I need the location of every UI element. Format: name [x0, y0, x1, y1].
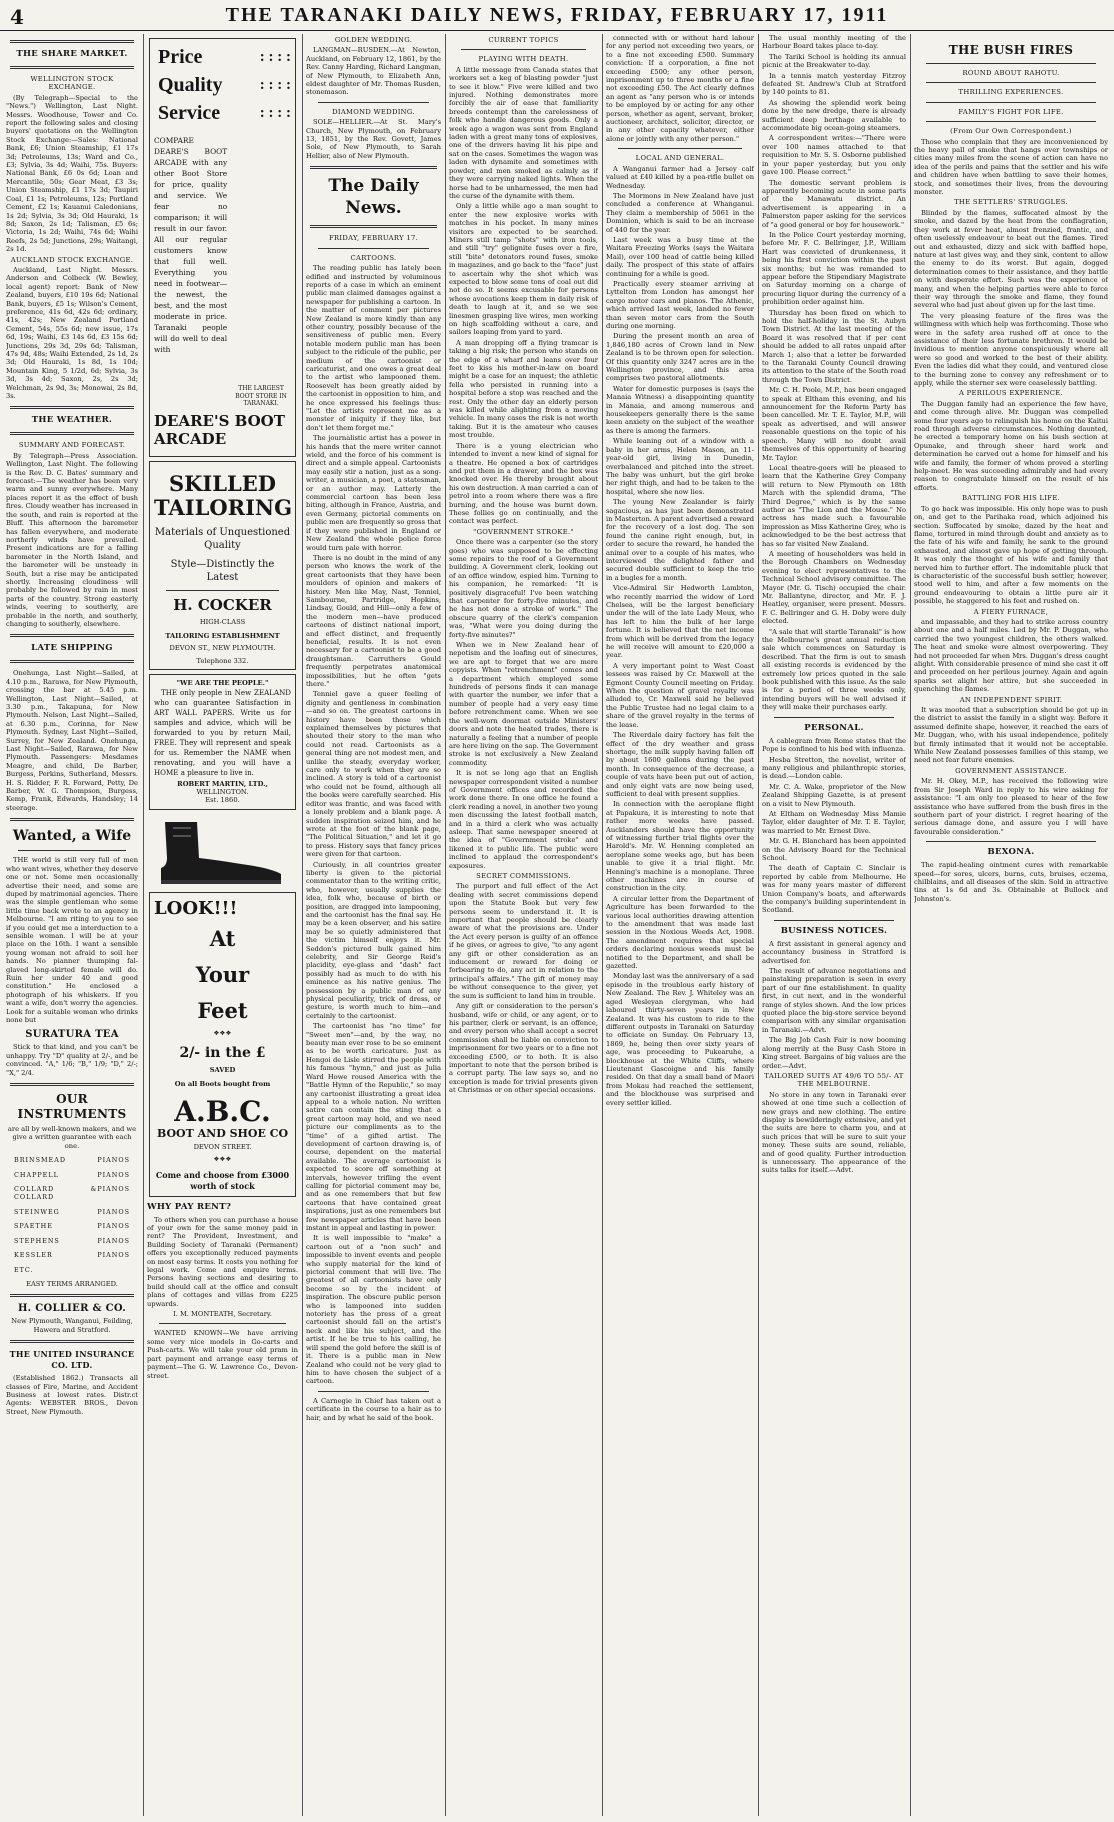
news-paragraph: The Mormons in New Zealand have just concluded a conference at Whanganui. They claim a membership of 5061 in the Dominion, which is said to be an increase of 440 for the year.: [606, 191, 754, 234]
bush-fires-paragraph: To go back was impossible. His only hope was to push on, and get to the Parihaka road, which adjoined his section. Suffocated by smoke, dazed by the heat and flame, tortured in mind through doubt and anxiety as to the fate of his wife and family, he sank to the ground exhausted, and almost gave up hope of getting through. It was only the thought of his wife and family that nerved him to further effort. The indomitable pluck that is characteristic of the successful bush settler, however, stood well to him, and after a few moments on the ground endeavouring to obtain a little pure air it possible, he staggered to his feet and rushed on.: [914, 504, 1108, 606]
column-bush-fires: [914, 34, 1108, 1816]
piano-maker: BRINSMEAD: [14, 1156, 66, 1165]
divider: [926, 82, 1096, 83]
topics-paragraph: A little message from Canada states that workers set a keg of blasting powder "just to see it blow." Five were killed and two injured. Nothing demonstrates more forcibly the air of ease that familiarity breeds contempt than the carelessness of folk who handle dangerous goods. Only a week ago a wagon was sent from England laden with a great many tons of explosives, one of the drivers having lit his pipe and sat on the cases. Sometimes the wagon was laden with dynamite and sometimes with powder, and men smoked as calmly as if they were carrying naked lights. When the horse had to be unharnessed, the men had the curse of the dynamite with them.: [449, 65, 598, 200]
rent-heading: WHY PAY RENT?: [147, 1201, 232, 1212]
wellington-exchange-report: (By Telegraph—Special to the "News.") Wellington, Last Night. Messrs. Woodhouse, Tower and Co. report the following sales and closing buyers' quotations on the Wellington Stock Exchange:—Sales: National Bank, £6; Union Steamship, £1 17s 3d; Petroleums, 13s; Ward and Co., £3; Sylvia, 3s 4d; Waihi, 75s. Buyers: National Bank, £6 0s 6d; Loan and Mercantile, 50s; Gear Meat, £3 3s; Union Steamship, £1 17s 3d; Taupiri Coal, £1 1s; Petroleums, 12s; Portland Cement, £2 1s; Kauanui Caledonians, 1s 2d; Sylvia, 3s 3d; Old Hauraki, 1s 8d; Saxon, 2s 1d; Talisman, £5 6s; Victoria, 1s 2d; Waihi, 74s 6d; Waihi Reefs, 2s 5d; Junctions, 29s; Waitangi, 2s 1d.: [6, 93, 138, 254]
cocker-tailoring-ad: [149, 461, 296, 671]
bush-fires-paragraph: Blinded by the flames, suffocated almost by the smoke, and dazed by the heat from the conflagration, they work at fever heat, almost frenzied, frantic, and often uselessly endeavour to beat out the flames. Tired out and exhausted, dizzy and sick with baffled hope, nature at last gives way, and they sink, content to allow the enemy to do its worst. But again, dogged determination comes to their assistance, and they battle on with desperate effort. Such was the experience of many, and when the helping parties were able to force their way through the smoke and flame, they found several who had just about given up for the last time.: [914, 208, 1108, 310]
deare-name: DEARE'S BOOT ARCADE: [154, 411, 285, 448]
news-paragraph: The Riverdale dairy factory has felt the effect of the dry weather and grass shortage, the milk supply having fallen off by about 1600 gallons during the past month. In consequence of the decrease, a couple of vats have been put out of action, and only eight vats are now being used, sufficient to deal with present supplies.: [606, 731, 754, 798]
personal-heading: PERSONAL.: [804, 722, 864, 733]
cartoons-heading: CARTOONS.: [350, 253, 397, 262]
wanted-wife-heading: Wanted, a Wife: [12, 828, 132, 845]
saved-text: On all Boots bought from: [174, 1079, 271, 1088]
divider: [10, 660, 134, 663]
bush-fires-paragraph: The Duggan family had an experience the few have, and come through alive. Mr. Duggan was compelled some four years ago to relinquish his home on the Kaitui road through adverse circumstances. Nothing daunted, he erected a temporary home on his bush section at Opunake, and through sheer hard work and determination he carved out a home for himself and his wife and family, the former of whom proved a sterling help-meet. He was succeeding admirably and had every reason to congratulate himself on the result of his efforts.: [914, 399, 1108, 492]
page-number: 4: [10, 5, 24, 29]
at-word: At: [209, 926, 236, 952]
news-paragraph: The Tariki School is holding its annual picnic at the Breakwater to-day.: [762, 52, 906, 70]
divider: [10, 406, 134, 409]
news-paragraph: As showing the splendid work being done by the new dredge, there is already sufficient deep berthage available to accommodate big ocean-going steamers.: [762, 98, 906, 133]
news-paragraph: A first assistant in general agency and accountancy business in Stratford is advertised for.: [762, 939, 906, 965]
news-paragraph: A circular letter from the Department of Agriculture has been forwarded to the various local authorities drawing attention to the amendment that was made last session in the Noxious Weeds Act, 1908. The amendment requires that special orders declaring noxious weeds must be notified to the Department, and shall be gazetted.: [606, 894, 754, 971]
piano-kind: PIANOS: [97, 1156, 130, 1165]
cocker-name: H. COCKER: [173, 595, 272, 614]
golden-wedding-heading: GOLDEN WEDDING.: [334, 36, 413, 44]
easy-terms: EASY TERMS ARRANGED.: [26, 1279, 118, 1288]
column-share-market: [6, 34, 138, 1816]
robert-martin-ad: [149, 674, 296, 810]
piano-row: [14, 1185, 130, 1202]
abc-company: BOOT AND SHOE CO: [156, 1127, 289, 1141]
people-heading: "WE ARE THE PEOPLE.": [176, 679, 269, 688]
news-paragraph: While leaning out of a window with a baby in her arms, Helen Mason, an 11-year-old girl, living in Dunedin, overbalanced and pitched into the street. The baby was unhurt, but the girl broke her right thigh, and had to be taken to the hospital, where she now lies.: [606, 437, 754, 496]
news-paragraph: A Wanganui farmer had a Jersey calf valued at £40 killed by a pea-rifle bullet on Wednesday.: [606, 164, 754, 190]
news-paragraph: In a tennis match yesterday Fitzroy defeated St. Andrew's Club at Stratford by 140 points to 81.: [762, 71, 906, 97]
bush-fires-subheading: THRILLING EXPERIENCES.: [958, 88, 1064, 97]
editorial-paragraph: The journalistic artist has a power in his hands that the mere writer cannot wield, and the force of his comment is direct and a simple appeal. Cartoonists may easily stir a nation, just as a song-writer, a musician, a poet, a statesman, or an author may. Latterly the commercial cartoon has been less biting, although in France, Austria, and even Germany, pictorial comments on public men are frequently so gross that if they were published in England or New Zealand the whole police force would turn pale with horror.: [306, 434, 441, 552]
bush-fires-subheading: ROUND ABOUT RAHOTU.: [962, 69, 1060, 77]
news-paragraph: Mr. G. H. Blanchard has been appointed on the Advisory Board for the Technical School.: [762, 837, 906, 862]
news-paragraph: connected with or without hard labour for any period not exceeding two years, or to a fine not exceeding £500. Summary conviction: If a corporation, a fine not exceeding £500; any other person, imprisonment up to three months or a fine not exceeding £50. The Act clearly defines an agent as "any person who is or intends to be employed by or acting for any other person, whether as agent, servant, broker, auctioneer, architect, solicitor, director, or in any other capacity whatever, either alone or jointly with any other person.": [606, 34, 754, 143]
boot-icon: [153, 814, 289, 886]
news-paragraph: At Eltham on Wednesday Miss Mamie Taylor, elder daughter of Mr. T. E. Taylor, was married to Mr. Ernest Dive.: [762, 809, 906, 835]
news-paragraph: Water for domestic purposes is (says the Manaia Witness) a disappointing quantity in Manaia, and among numerous and housekeepers generally there is the same keen anxiety on the subject of the weather as there is among the farmers.: [606, 384, 754, 435]
column-local-general: [606, 34, 754, 1816]
newspaper-title: THE TARANAKI DAILY NEWS, FRIDAY, FEBRUARY 17, 1911: [225, 4, 889, 26]
bexona-text: The rapid-healing ointment cures with remarkable speed—for sores, ulcers, burns, cuts, bruises, eczema, chilblains, and all diseases of the skin. Sold in attractive tins at 1s 6d and 3s. Obtainable at Bullock and Johnston's.: [914, 861, 1108, 903]
rent-text: To others when you can purchase a house of your own for the same money paid in rent? The Provident, Investment, and Building Society of Taranaki (Permanent) offers you exceptionally reduced payments on most easy terms. It costs you nothing for legal work. Come and enquire terms. Persons having sections and desiring to build should call at the office and consult plans of cottages and villas from £225 upwards.: [147, 1215, 298, 1308]
battling-heading: BATTLING FOR HIS LIFE.: [961, 494, 1061, 503]
piano-maker: STEINWEG: [14, 1207, 60, 1216]
news-paragraph: "A sale that will startle Taranaki" is how the Melbourne's great annual reduction sale which commences on Saturday is described. That the firm is out to smash all existing records is evidenced by the extremely low prices quoted in the sale book published with this issue. As the sale is for a period of three weeks only, intending buyers will be well advised if they will make their purchases early.: [762, 627, 906, 712]
ornament: ❖❖❖: [213, 1029, 232, 1038]
masthead: [0, 0, 1114, 31]
wanted-wife-text: THE world is still very full of men who want wives, whether they deserve one or not. Some men occasionally advertise their need, and some are duped by matrimonial agencies. There was the simple gentleman who some little time back wrote to an agency in Melbourne. "I am riting to you to see if you could get me a interduction to a sensible woman. I will be at your place on the 16th. I want a sensible young woman not afraid to soil her hands. No pianner thumping fal-glaved long-skirted female will do. Ruin her under 40 and good constitution." He enclosed a photograph of his whiskers. If you want a wife, don't worry the agencies. Look for a suitable woman who drinks none but: [6, 856, 138, 1024]
bush-fires-subheading: FAMILY'S FIGHT FOR LIFE.: [958, 107, 1064, 116]
piano-maker: SPAETHE: [14, 1222, 53, 1231]
bush-fires-paragraph: It was mooted that a subscription should be got up in the district to assist the family in a slight way. Before it assumed definite shape, however, it reached the ears of Mr. Duggan, who, with his usual independence, politely but firmly intimated that it would not be acceptable. While New Zealand possesses families of this stamp, we need not fear future enemies.: [914, 706, 1108, 765]
column-personal: [762, 34, 906, 1816]
editorial-paragraph: Tenniel gave a queer feeling of dignity and gentleness in combination—and so on. The greatest cartoons in history have been those which explained themselves by pictures that shouted their story to the man who could not read. Cartoonists as a general thing are not modest men, and unlike the steady, everyday worker, care only to work when they are so inclined. A story is told of a cartoonist who could not be found, although all the books were carefully searched. His editor was frantic, and was faced with a lonely problem and a blank page. A sudden inspiration seized him, and he wrote at the foot of the blank page, "The Political Situation," and let it go to press. History says that fancy prices were given for that cartoon.: [306, 690, 441, 859]
news-paragraph: Vice-Admiral Sir Hedworth Lambton, who recently married the widow of Lord Chelsea, will be the largest beneficiary under the will of the late Lady Meux, who has left to him the bulk of her large fortune. It is believed that the net income from which will be derived from the legacy he will receive will amount to £20,000 a year.: [606, 584, 754, 660]
monteath-signature: I. M. MONTEATH, Secretary.: [173, 1310, 272, 1319]
your-word: Your: [195, 962, 250, 988]
editorial-paragraph: The cartoonist has "no time" for "Sweet men"—and, by the way, no beauty man ever rose to be so eminent as to be worth caricature. Just as Hengoi de Lisle stirred the people with his famous "hymn," and just as Julia Ward Howe roused America with the "Battle Hymn of the Republic," so may any cartoonist illustrating a great idea appeal to a whole nation. No written satire can contain the sting that a great cartoon may hold, and we need picture our compliments as to the "time" of a gifted artist. The development of cartoon drawing is, of course, dependent on the material available. The average cartoonist is expected to score off something at intervals, however trifling the event calling for pictorial comment may be, and as one remembers that but few cartoons that have contained great inspirations, just as one remembers but few newspaper articles that have been instant in appeal and lasting in power.: [306, 1022, 441, 1232]
news-paragraph: Mr. C. A. Wake, proprietor of the New Zealand Shipping Gazette, is at present on a visit to New Plymouth.: [762, 782, 906, 808]
divider: [10, 1340, 134, 1343]
news-paragraph: The domestic servant problem is apparently becoming acute in some parts of the Manawatu district. An advertisement is appearing in a Palmerston paper asking for the services of "a good general or boy for housework.": [762, 178, 906, 229]
piano-row: [14, 1266, 130, 1274]
column-rule: [445, 34, 446, 1816]
assistance-heading: GOVERNMENT ASSISTANCE.: [955, 766, 1067, 775]
piano-row: [14, 1171, 130, 1179]
divider: [618, 148, 742, 149]
divider: [166, 590, 279, 591]
editorial-footnote: A Carnegie in Chief has taken out a certificate in the course to a hair as to hair, and by what he said of the book.: [306, 1396, 441, 1422]
service-word: Service: [158, 102, 221, 124]
abc-name: A.B.C.: [174, 1095, 271, 1129]
suratura-tea-heading: SURATURA TEA: [25, 1029, 119, 1041]
editorial-paragraph: It is well impossible to "make" a cartoon out of a "non such" and impossible to invent events and people who supply material for the kind of pictorial comment that will live. The greatest of all cartoonists have only become so by the incident of inspiration. The obscure public person who is lampooned into sudden notoriety has the press of a great cartoonist should fall on the artist's neck and like his subject, and the artist. If he be true to his calling, he will spend the gold before the skill is of it. There is a public man in New Zealand who could not be very glad to him to have chosen the subject of a cartoon.: [306, 1234, 441, 1386]
news-paragraph: No store in any town in Taranaki ever showed at one time such a collection of new grays and new clothing. The entire display is bewilderingly extensive, and yet the suits are here to charm you, and at such prices that will be sure to suit your money. These suits are sound, reliable, and of good quality. Further introduction is unnecessary. The appearance of the suits talks for itself.—Advt.: [762, 1090, 906, 1175]
divider: [926, 63, 1096, 64]
piano-row: [14, 1208, 130, 1216]
column-rule: [602, 34, 603, 1816]
divider: [10, 1294, 134, 1297]
divider: [310, 225, 437, 228]
cocker-establishment: TAILORING ESTABLISHMENT: [165, 631, 280, 640]
piano-kind: PIANOS: [97, 1251, 130, 1260]
cocker-telephone: Telephone 332.: [196, 656, 249, 665]
auckland-exchange-heading: AUCKLAND STOCK EXCHANGE.: [10, 255, 134, 264]
abc-boot-ad: [149, 892, 296, 1196]
cocker-subtitle: HIGH-CLASS: [199, 617, 246, 626]
editorial-date: FRIDAY, FEBRUARY 17.: [328, 234, 419, 243]
piano-maker: STEPHENS: [14, 1236, 60, 1245]
divider: [318, 102, 429, 103]
divider: [18, 850, 126, 851]
government-stroke-heading: "GOVERNMENT STROKE.": [473, 527, 574, 536]
divider: [318, 248, 429, 249]
deare-ad-text: COMPARE DEARE'S BOOT ARCADE with any other Boot Store for price, quality and service. We fear no comparison; it will result in our favor. All our regular customers know that full well. Everything you need in footwear—the newest, the best, and the most moderate in price. Taranaki people will do well to deal with: [154, 136, 228, 354]
divider: [926, 121, 1096, 122]
divider: [10, 634, 134, 637]
news-paragraph: Thursday has been fixed on which to hold the half-holiday in the St. Aubyn Town District. At the last meeting of the Board it was resolved that if per cent should be added to all rates unpaid after March 1; also that a letter be forwarded to the Taranaki County Council drawing its attention to the state of the South road through the Town District.: [762, 308, 906, 384]
feet-word: Feet: [197, 998, 248, 1024]
news-paragraph: A very important point to West Coast lessees was raised by Cr. Maxwell at the Egmont County Council meeting on Friday. When the question of gravel royalty was alluded to, Cr. Maxwell said he believed the Public Trustee had no legal claim to a share of the gravel royalty in the terms of the lease.: [606, 661, 754, 729]
bexona-heading: BEXONA.: [987, 847, 1035, 858]
news-paragraph: The usual monthly meeting of the Harbour Board takes place to-day.: [762, 34, 906, 51]
column-rule: [143, 34, 144, 1816]
news-paragraph: Local theatre-goers will be pleased to learn that the Katherine Grey Company will return to New Plymouth on 18th March with the splendid drama, "The Third Degree," which is by the same author as "The Lion and the Mouse." No actress has made such a favourable impression as Miss Katherine Grey, who is acknowledged to be the best actress that has so far visited New Zealand.: [762, 463, 906, 548]
abc-stock-text: Come and choose from £3000 worth of stock: [155, 1169, 290, 1191]
news-paragraph: In the Police Court yesterday morning, before Mr. F. C. Bellringer, J.P., William Hart was convicted of drunkenness, it being his first conviction within the past six months; but he was remanded to appear before the Stipendiary Magistrate on Saturday morning on a charge of procuring liquor during the currency of a prohibition order against him.: [762, 230, 906, 307]
piano-row: [14, 1222, 130, 1230]
divider: [926, 841, 1096, 842]
martin-address: WELLINGTON.: [196, 787, 249, 796]
news-paragraph: The result of advance negotiations and painstaking preparation is seen in every part of our fine establishment. In quality first, in cut next, and in the wonderful range of styles shown. And the low prices quoted place the big-store service beyond comparison with any similar organisation in Taranaki.—Advt.: [762, 967, 906, 1034]
news-paragraph: Practically every steamer arriving at Lyttelton from London has amongst her cargo motor cars and pianos. The Athenic, which arrived last week, landed no fewer than seven motor cars from the South during one morning.: [606, 279, 754, 330]
price-colons: : : : :: [259, 49, 291, 65]
deare-boot-arcade-ad: [149, 38, 296, 457]
wellington-exchange-heading: WELLINGTON STOCK EXCHANGE.: [30, 75, 114, 92]
business-notices-heading: BUSINESS NOTICES.: [780, 925, 888, 936]
people-text: THE only people in New ZEALAND who can guarantee Satisfaction in ART WALL PAPERS. Write us for samples and advice, which will be forwarded to you by return Mail, FREE. They will represent and speak for us. Remember the NAME when renovating, and you will have a HOME a pleasure to live in.: [154, 687, 291, 777]
divider: [926, 102, 1096, 103]
bush-fires-paragraph: and impassable, and they had to strike across country about one and a half miles. Led by Mr. P. Duggan, who carried the two youngest children, the others walked. The heat and smoke were almost overpowering. They had not proceeded far when Mrs. Duggan's dress caught alight. With considerable presence of mind she cast it off and proceeded on her perilous journey. Again and again sparks set alight her attire, but she succeeded in quenching the flames.: [914, 617, 1108, 694]
divider: [461, 49, 586, 50]
bush-fires-heading: THE BUSH FIRES: [948, 43, 1074, 57]
forecast-heading: SUMMARY AND FORECAST.: [18, 441, 126, 450]
divider: [10, 818, 134, 821]
saved-price: 2/- in the £: [179, 1044, 266, 1061]
skilled-tailoring-heading: SKILLED TAILORING: [154, 470, 293, 520]
column-rule: [758, 34, 759, 1816]
instruments-text: are all by well-known makers, and we give a written guarantee with each one.: [7, 1125, 137, 1150]
divider: [318, 1391, 429, 1392]
news-paragraph: A meeting of householders was held in the Borough Chambers on Wednesday evening to elect representatives to the Technical School advisory committee. The Mayor (Mr. G. Tisch) occupied the chair. Mr. Ballantyne, director, and Mr. F. J. Heatley, organiser, were present. Messrs. F. C. Bellringer and G. H. Doby were duly elected.: [762, 549, 906, 626]
column-rule: [302, 34, 303, 1816]
bush-fires-paragraph: Mr. H. Okey, M.P., has received the following wire from Sir Joseph Ward in reply to his wire asking for assistance: "I am only too pleased to hear of the few assistance who have suffered from the bush fires in the southern part of your district. I regret hearing of the serious damage done, and assure you I will have favourable consideration.": [914, 777, 1108, 836]
piano-maker: COLLARD & COLLARD: [14, 1185, 98, 1202]
news-paragraph: Mr. C. H. Poole, M.P., has been engaged to speak at Eltham this evening, and his announcement for the Reform Party has been cancelled. Mr. T. E. Taylor, M.P., will speak as advertised, and will answer reasonable questions on the topic of his speech. Many will no doubt avail themselves of this opportunity of hearing Mr. Taylor.: [762, 386, 906, 462]
instruments-heading: OUR INSTRUMENTS: [17, 1092, 127, 1122]
piano-maker: ETC.: [14, 1265, 34, 1274]
service-colons: : : : :: [259, 105, 291, 121]
piano-row: [14, 1237, 130, 1245]
deare-ad-tagline: THE LARGEST BOOT STORE IN TARANAKI.: [235, 385, 287, 407]
piano-kind: PIANOS: [97, 1236, 130, 1245]
news-paragraph: In connection with the aeroplane flight at Papakura, it is interesting to note that rather more weeks have passed. Aucklanders should have the opportunity of witnessing further trial flights over the Harold's. Mr. W. Henning completed an aeroplane some weeks ago, but has been unable to give it a trial flight. Mr. Henning's machine is a monoplane. Three other machines are in course of construction in the city.: [606, 800, 754, 893]
perilous-heading: A PERILOUS EXPERIENCE.: [958, 389, 1063, 398]
news-paragraph: The young New Zealander is fairly sagacious, as has just been demonstrated in Masterton. A parent advertised a reward for the recovery of a lost dog. The son found the canine right enough, but, in order to secure the reward, he handed the animal over to a couple of his mates, who interviewed the delighted father and secured double sufficient to keep the trio in a bugles for a month.: [606, 498, 754, 582]
piano-row: [14, 1156, 130, 1164]
skilled-materials: Materials of Unquestioned Quality: [154, 526, 291, 551]
column-editorial: [306, 34, 441, 1816]
look-heading: LOOK!!!: [154, 898, 238, 920]
bush-fires-paragraph: The very pleasing feature of the fires was the willingness with which help was forthcoming. Those who were in the safety area rushed off at once to the assistance of their less fortunate brethren. It would be invidious to mention anyone conspicuously where all were so good and worked to the best of their ability. Even the ladies did what they could, and ventured close to the burning zone to convey any refreshment or to apply, while the sterner sex were ceaselessly battling.: [914, 311, 1108, 387]
piano-kind: PIANOS: [97, 1222, 130, 1231]
shipping-report: Onehunga, Last Night—Sailed, at 4.10 p.m., Rarawa, for New Plymouth, crossing the bar at 5.45 p.m. Wellington, Last Night—Sailed, at 3.30 p.m., Takapuna, for New Plymouth. Nelson, Last Night—Sailed, at 6.30 p.m., Corinna, for New Plymouth. Sydney, Last Night—Sailed, Surrey, for New Zealand. Onehunga, Last Night—Sailed, Rarawa, for New Plymouth. Passengers: Mesdames Meagre, and child, De Barber, Burgess, Perkins, Sutherland, Messrs. H. S. Ridder, F. R. Forward, Petty, De Barber, W. G. Thompson, Burgess, Kemp, Frank, Edwards, Handsley; 14 steerage.: [6, 669, 138, 812]
column-rule: [910, 34, 911, 1816]
news-paragraph: Monday last was the anniversary of a sad episode in the troublous early history of New Zealand. The Rev. J. Whiteley was an aged Wesleyan clergyman, who had laboured thirty-seven years in New Zealand. It was his custom to ride to the different outposts in Taranaki on Saturday to officiate on Sunday. On February 13, 1869, he, being then over sixty years of age, was proceeding to Pukearuhe, a blockhouse at the White Cliffs, where Lieutenant Gascoigne and his family resided. On that day a small band of Maori from Mokau had reached the settlement, and the blockhouse was surprised and every settler killed.: [606, 972, 754, 1107]
news-paragraph: Hesba Stretton, the novelist, writer of many religious and philanthropic stories, is dead.—London cable.: [762, 755, 906, 781]
auckland-exchange-report: Auckland, Last Night. Messrs. Anderson and Colbeck (W. Bewley, local agent) report: Bank of New Zealand, buyers, £10 19s 6d; National Bank, buyers, £5 1s; Wilson's Cement, preference, 41s 6d, 42s 6d; ordinary, 41s, 42s; New Zealand Portland Cement, 54s, 55s 6d; new issue, 17s 6d, 19s; Waihi, £3 14s 6d, £3 15s 6d; Junctions, 29s 3d, 29s 6d; Talisman, 47s 9d, 48s; Waihi Extended, 2s 1d, 2s 3d; Old Hauraki, 1s 8d, 1s 10d; Mountain King, 5 1/2d, 6d; Sylvia, 3s 3d, 3s 4d; Saxon, 2s, 2s 3d; Welchman, 2s 9d, 3s; Monowai, 2s 8d, 3s.: [6, 265, 138, 401]
editorial-paragraph: The reading public has lately been edified and instructed by voluminous reports of a case in which an eminent public man claimed damages against a newspaper for publishing a cartoon. In the matter of comment per pictures New Zealand is more kindly than any other country, possibly because of the sensitiveness of public men. Every notable modern public man has been subject to the ridicule of the public, per medium of the cartoonist or caricaturist, and one owes a great deal to the artist who lampooned them. Roosevelt has been greatly aided by the cartoonist in opposition to him, and he once expressed his feelings thus: "Let the artists represent me as a monster of iniquity if they like, but don't let them forget me.": [306, 264, 441, 432]
topics-paragraph: The purport and full effect of the Act dealing with secret commissions depend upon the Statute Book but very few persons seem to understand it. It is important that people should be clearly aware of what the provisions are. Under the Act every person is guilty of an offence if he gives, or agrees to give, "to any agent any gift or other consideration as an inducement or reward for doing or forbearing to do, any act in relation to the principal's affairs." The gift of money may be without consequence to the giver, yet the sum is sufficient to land him in trouble.: [449, 882, 598, 1000]
martin-established: Est. 1860.: [205, 796, 240, 805]
abc-address: DEVON STREET.: [193, 1142, 252, 1151]
martin-name: ROBERT MARTIN, LTD.,: [177, 779, 268, 788]
topics-paragraph: Only a little while ago a man sought to enter the new explosive works with matches in his pocket. In many mines visitors are expected to be searched. Miners still tamp "shots" with iron tools, and still "try" gelignite fuses over a fire, still "bite" detonators round fuses, smoke in magazines, and go back to the "face" just to ascertain why the shot which was expected to blow some tons of coal out did not do so. It seems excusable for persons whose avocations keep them in daily risk of death to laugh at it, and so we see linesmen grasping live wires, men working on high scaffolding without a care, and sailors leaping from yard to yard.: [449, 202, 598, 337]
collier-branches: New Plymouth, Wanganui, Feilding, Hawera and Stratford.: [11, 1317, 133, 1334]
price-word: Price: [158, 46, 203, 68]
divider: [774, 717, 894, 718]
editorial-paragraph: There is no doubt in the mind of any person who knows the work of the great cartoonists that they have been moulders of opinion and makers of history. Men like May, Nast, Tenniel, Sambourne, Partridge, Hopkins, Lindsay, Gould, and Hill—only a few of the modern men—have produced cartoons of distinct national import, and effect distinct, and frequently beneficial, results. It is not even necessary for a cartoonist to be a good draughtsman. Carruthers Gould frequently perpetrates anatomical impossibilities, but he often "gets there.": [306, 553, 441, 688]
tailored-suits-heading: TAILORED SUITS AT 49/6 TO 55/- AT THE MELBOURNE.: [764, 1071, 904, 1089]
diamond-wedding-text: SOLE—HELLIER.—At St. Mary's Church, New Plymouth, on February 13, 1851, by the Rev. Govett, James Sole, of New Plymouth, to Sarah Hellier, also of New Plymouth.: [306, 118, 441, 160]
cocker-address: DEVON ST., NEW PLYMOUTH.: [169, 644, 276, 653]
ornament: ❖❖❖: [213, 1155, 232, 1164]
current-topics-heading: CURRENT TOPICS: [488, 36, 559, 44]
daily-news-masthead: The Daily News.: [328, 176, 419, 219]
bush-fires-paragraph: Those who complain that they are inconvenienced by the heavy pall of smoke that hangs over townships or cities many miles from the scene of action can have no idea of the perils and pains that the settler and his wife and children have when battling to save their homes, stock, and sometimes their lives, from the devouring monster.: [914, 137, 1108, 197]
editorial-paragraph: Curiously, in all countries greater liberty is given to the pictorial commentator than to the writing critic, who, however, usually supplies the idea, folk who, because of birth or position, are dragged into lampooning, and the cartoonist has the final say. He may be a keen observer, and his satire may be so quietly administered that the victim himself enjoys it. Mr. Seddon's pictured bulk gained him celebrity, and Sir George Reid's placidity, eye-glass and "dash" fact possibly had as much to do with his eminence as his native genius. The possession by a public man of any physical peculiarity, trick of dress, or gesture, is worth much to him—and certainly to the cartoonist.: [306, 860, 441, 1020]
news-paragraph: During the present month an area of 1,846,180 acres of Crown land in New Zealand is to be thrown open for selection. Of this quantity only 3247 acres are in the Wellington province, and this area comprises two pastoral allotments.: [606, 332, 754, 383]
piano-list: [6, 1156, 138, 1274]
divider: [10, 432, 134, 435]
topics-paragraph: It is not so long ago that an English newspaper correspondent visited a number of Government offices and recorded the work done there. In one office he found a clerk reading a novel, in another two young men discussing the latest football match, and in a third a clerk who was actually asleep. That same newspaper sneered at the idea of "Government stroke" and likened it to public life. The public were inclined to applaud the correspondent's exposures.: [449, 769, 598, 870]
topics-paragraph: Any gift or consideration to the person's husband, wife or child, or any agent, or to his partner, clerk or servant, is an offence, and every person who shall accept a secret commission shall be liable on conviction to imprisonment for two years or to a fine not exceeding £500, or to both. It is also important to note that the person bribed is a corrupt party. The law says so, and no exception is made for trivial presents given at Christmas or on other special occasions.: [449, 1002, 598, 1095]
diamond-wedding-heading: DIAMOND WEDDING.: [332, 107, 415, 116]
skilled-style: Style—Distinctly the Latest: [170, 558, 275, 583]
piano-kind: PIANOS: [97, 1170, 130, 1179]
piano-kind: PIANOS: [97, 1207, 130, 1216]
playing-with-death-heading: PLAYING WITH DEATH.: [478, 55, 569, 64]
piano-maker: KESSLER: [14, 1251, 53, 1260]
news-paragraph: A cablegram from Rome states that the Pope is confined to his bed with influenza.: [762, 736, 906, 754]
divider: [310, 166, 437, 169]
correspondent-line: (From Our Own Correspondent.): [950, 127, 1072, 136]
divider: [10, 40, 134, 43]
shipping-heading: LATE SHIPPING: [31, 643, 113, 654]
divider: [10, 1083, 134, 1086]
suratura-tea-text: Stick to that kind, and you can't be unhappy. Try "D" quality at 2/-, and be convinced. "A," 1/6; "B," 1/9; "D," 2/-; "X," 2/4.: [6, 1043, 138, 1077]
divider: [159, 1323, 286, 1324]
boot-illustration: [153, 814, 292, 888]
news-paragraph: A correspondent writes:—"There were over 100 names attached to that requisition to Mr. S. S. Osborne published in your paper yesterday, but you only gave 100. Please correct.": [762, 134, 906, 177]
topics-paragraph: A man dropping off a flying tramcar is taking a big risk; the person who stands on the edge of a wharf and leans over four feet to kiss his mother-in-law on board might be a case for an inquest; the athletic fella who persisted in running into a hospital before a stop was reached and the rest. Only the other day an elderly person was killed while alighting from a moving vehicle. In many cases the risk is not worth taking. But it is the amateur who causes most trouble.: [449, 338, 598, 440]
topics-paragraph: There is a young electrician who intended to invent a new kind of signal for a theatre. He opened a box of cartridges and put them in a drawer, and the box was knocked over. He thereby brought about his own destruction. A man carried a can of petrol into a room where there was a fire burning, and the house was burnt down. These follies go on continually, and the contact was perfect.: [449, 441, 598, 526]
piano-kind: PIANOS: [97, 1185, 130, 1194]
column-advertisements: [147, 34, 298, 1816]
piano-maker: CHAPPELL: [14, 1170, 59, 1179]
news-paragraph: The Big Job Cash Fair is now booming along merrily at the Busy Cash Store in King street. Bargains of big values are the order.—Advt.: [762, 1036, 906, 1070]
furnace-heading: A FIERY FURNACE,: [973, 607, 1049, 616]
topics-paragraph: Once there was a carpenter (so the story goes) who was supposed to be effecting some repairs to the roof of a Government building. A Government clerk, looking out of an office window, espied him. Turning to his companion, he remarked: "It is positively disgraceful! I've been watching that carpenter for forty-five minutes, and he has not done a stroke of work." The obscure quarry of the clerk's companion was, "What were you doing during the forty-five minutes?": [449, 538, 598, 639]
local-general-heading: LOCAL AND GENERAL.: [635, 154, 725, 163]
united-insurance-name: THE UNITED INSURANCE CO. LTD.: [9, 1349, 135, 1371]
quality-word: Quality: [158, 74, 223, 96]
wanted-known-text: WANTED KNOWN—We have arriving some very nice models in Go-carts and Push-carts. We will take your old pram in part payment and arrange easy terms of payment—The G. W. Lawrence Co., Devon-street.: [147, 1329, 298, 1380]
weather-heading: THE WEATHER.: [31, 415, 113, 426]
spirit-heading: AN INDEPENDENT SPIRIT.: [959, 695, 1063, 704]
quality-colons: : : : :: [259, 77, 291, 93]
saved-word: SAVED: [209, 1065, 236, 1074]
divider: [774, 920, 894, 921]
settlers-heading: THE SETTLERS' STRUGGLES.: [954, 198, 1068, 207]
secret-commissions-heading: SECRET COMMISSIONS.: [476, 872, 571, 880]
united-insurance-text: (Established 1862.) Transacts all classes of Fire, Marine, and Accident Business at lowest rates. Distr.ct Agents: WEBSTER BROS., Devon Street, New Plymouth.: [6, 1374, 138, 1416]
collier-name: H. COLLIER & CO.: [17, 1303, 127, 1315]
divider: [10, 66, 134, 69]
column-current-topics: [449, 34, 598, 1816]
share-market-heading: THE SHARE MARKET.: [16, 49, 128, 59]
news-paragraph: The death of Captain C. Sinclair is reported by cable from Melbourne. He was for many years master of different Union Company's boats, and afterwards the company's building superintendent in Scotland.: [762, 864, 906, 915]
weather-report: By Telegraph—Press Association. Wellington, Last Night. The following is the Rev. D. C. Bates' summary and forecast:—The weather has been very warm and sunny everywhere. Many places report it as the effect of bush fires. Cloudy weather has increased in the south, and rain is reported at the Bluff. This afternoon the barometer has fallen everywhere, and moderate northerly winds have prevailed. Present indications are for a falling barometer in the North Island, and the barometer will be unsteady in South, but a rise may be anticipated shortly. Increasing cloudiness will probably be followed by rain in most parts of the country. Strong easterly winds, veering to southerly, are probable in the north, and southerly, changing to southerly, elsewhere.: [6, 451, 138, 628]
news-paragraph: Last week was a busy time at the Waitara Freezing Works (says the Waitara Mail), over 100 head of cattle being killed daily. The prospect of this state of affairs continuing for a while is good.: [606, 235, 754, 278]
piano-row: [14, 1251, 130, 1259]
golden-wedding-text: LANGMAN—RUSDEN.—At Newton, Auckland, on February 12, 1861, by the Rev. Canny Harding, Richard Langman, of New Plymouth, to Elizabeth Ann, eldest daughter of Mr. Thomas Rusden, stonemason.: [306, 46, 441, 97]
topics-paragraph: When we in New Zealand hear of nepotism and the loafing out of sinecures, we are apt to forget that we are mere copyists. When "retrenchment" comes and a department which employed some hundreds of persons finds it can manage with quarter the number, we infer that a number of people had a very easy time before retrenchment came. When we see the well-worn doormat outside Ministers' doors and note the heated trades, there is naturally a feeling that a number of people are here living on the sap. The Government stroke is not exclusively a New Zealand commodity.: [449, 641, 598, 767]
